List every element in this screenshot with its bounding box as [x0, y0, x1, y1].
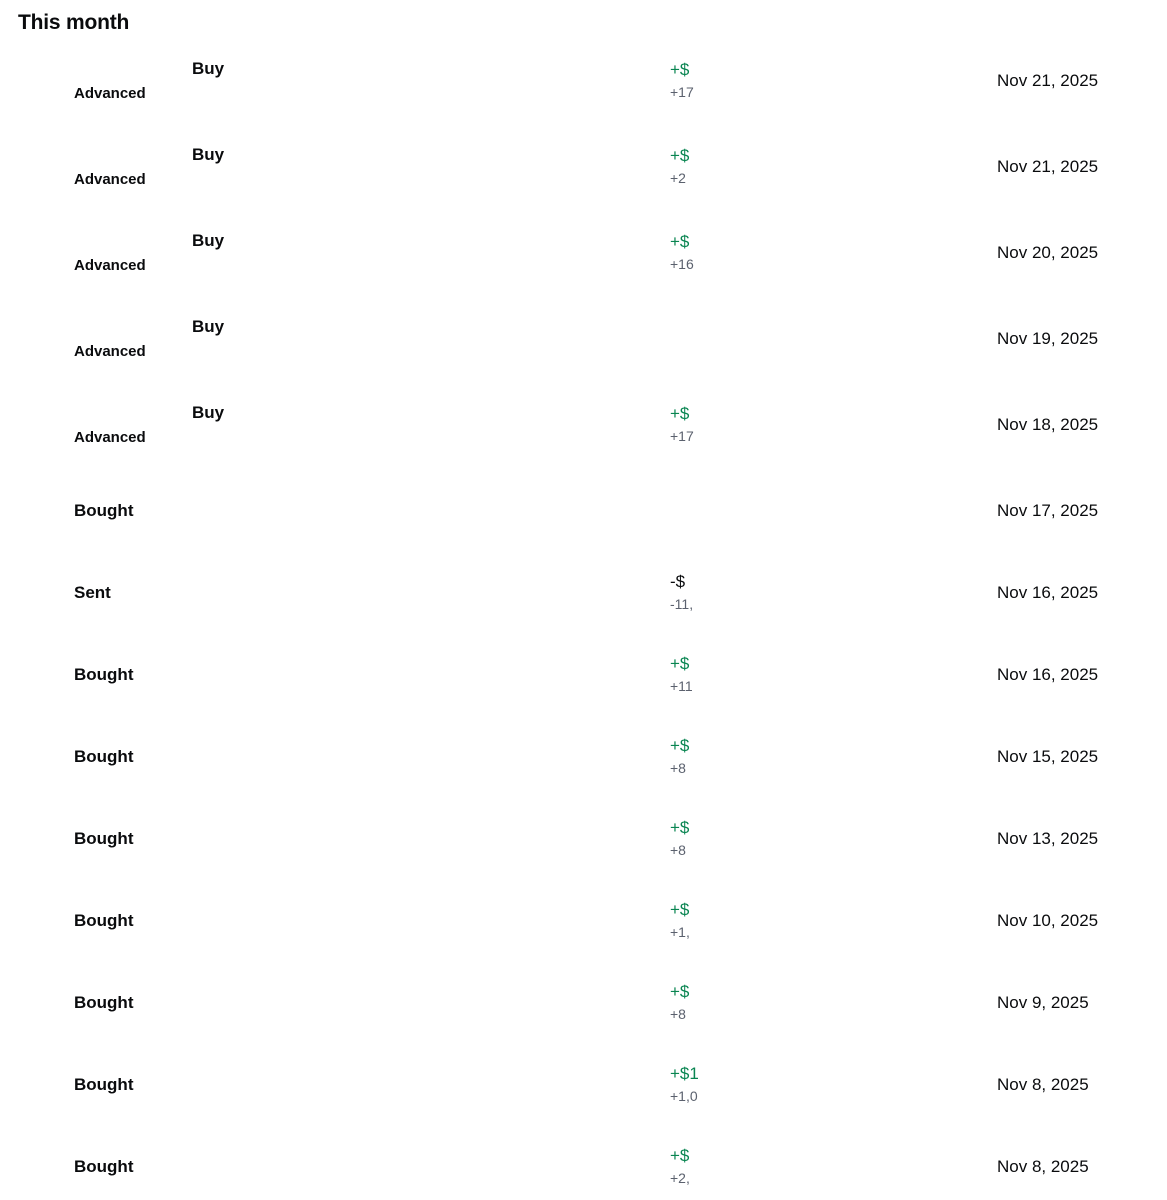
amount-fiat: +$	[670, 736, 690, 755]
amount-crypto: +2,	[670, 1170, 690, 1186]
transaction-amount	[670, 1145, 691, 1197]
amount-fiat: -$	[670, 572, 686, 591]
transaction-amount	[670, 145, 691, 197]
transaction-title: Bought	[74, 1075, 134, 1094]
transaction-date: Nov 8, 2025	[997, 1075, 1089, 1094]
transaction-title: Bought	[74, 829, 134, 848]
amount-fiat: +$	[670, 982, 690, 1001]
transaction-title: Sent	[74, 583, 111, 602]
amount-crypto: -11,	[670, 596, 694, 612]
transaction-title: Bought	[74, 747, 134, 766]
transaction-date: Nov 17, 2025	[997, 501, 1099, 520]
transaction-date: Nov 18, 2025	[997, 415, 1099, 434]
amount-fiat: +$	[670, 404, 690, 423]
amount-crypto: +8	[670, 842, 686, 858]
transaction-date: Nov 21, 2025	[997, 71, 1099, 90]
amount-fiat: +$	[670, 900, 690, 919]
transaction-amount	[670, 571, 694, 623]
transaction-date: Nov 10, 2025	[997, 911, 1099, 930]
transaction-title: Bought	[74, 1157, 134, 1176]
transaction-type-label: Buy	[192, 231, 225, 250]
transaction-date: Nov 20, 2025	[997, 243, 1099, 262]
amount-crypto: +16	[670, 256, 694, 272]
transaction-date: Nov 21, 2025	[997, 157, 1099, 176]
transaction-title: Bought	[74, 911, 134, 930]
amount-crypto: +17	[670, 84, 694, 100]
transaction-date: Nov 19, 2025	[997, 329, 1099, 348]
transaction-amount	[670, 1063, 698, 1115]
amount-fiat: +$	[670, 1146, 690, 1165]
transaction-amount	[670, 317, 691, 369]
amount-fiat: +$	[670, 232, 690, 251]
transaction-amount	[670, 653, 691, 705]
transaction-type-label: Buy	[192, 145, 225, 164]
transaction-date: Nov 16, 2025	[997, 665, 1099, 684]
transaction-sublabel: Advanced	[74, 343, 146, 360]
amount-fiat: +$1	[670, 1064, 699, 1083]
section-title-this-month: This month	[18, 11, 130, 34]
transaction-sublabel: Advanced	[74, 171, 146, 188]
amount-fiat: +$	[670, 60, 690, 79]
transaction-amount	[670, 899, 691, 951]
amount-crypto: +2	[670, 170, 686, 186]
amount-crypto: +8	[670, 1006, 686, 1022]
transaction-date: Nov 8, 2025	[997, 1157, 1089, 1176]
transaction-sublabel: Advanced	[74, 85, 146, 102]
transaction-date: Nov 9, 2025	[997, 993, 1089, 1012]
transaction-type-label: Buy	[192, 403, 225, 422]
amount-crypto: +1,0	[670, 1088, 698, 1104]
transaction-amount	[670, 403, 694, 455]
transaction-amount	[670, 489, 691, 541]
transaction-amount	[670, 981, 691, 1033]
transaction-amount	[670, 59, 694, 111]
amount-crypto: +8	[670, 760, 686, 776]
amount-fiat: +$	[670, 146, 690, 165]
amount-crypto: +11	[670, 678, 693, 694]
transaction-sublabel: Advanced	[74, 257, 146, 274]
transaction-title: Bought	[74, 501, 134, 520]
transaction-title: Bought	[74, 993, 134, 1012]
amount-fiat: +$	[670, 654, 690, 673]
amount-crypto: +17	[670, 428, 694, 444]
transaction-type-label: Buy	[192, 59, 225, 78]
transaction-sublabel: Advanced	[74, 429, 146, 446]
transaction-title: Bought	[74, 665, 134, 684]
transaction-amount	[670, 817, 691, 869]
transaction-type-label: Buy	[192, 317, 225, 336]
transaction-amount	[670, 735, 691, 787]
transaction-date: Nov 16, 2025	[997, 583, 1099, 602]
transaction-date: Nov 15, 2025	[997, 747, 1099, 766]
transaction-amount	[670, 231, 694, 283]
amount-fiat: +$	[670, 818, 690, 837]
amount-crypto: +1,	[670, 924, 690, 940]
transaction-date: Nov 13, 2025	[997, 829, 1099, 848]
